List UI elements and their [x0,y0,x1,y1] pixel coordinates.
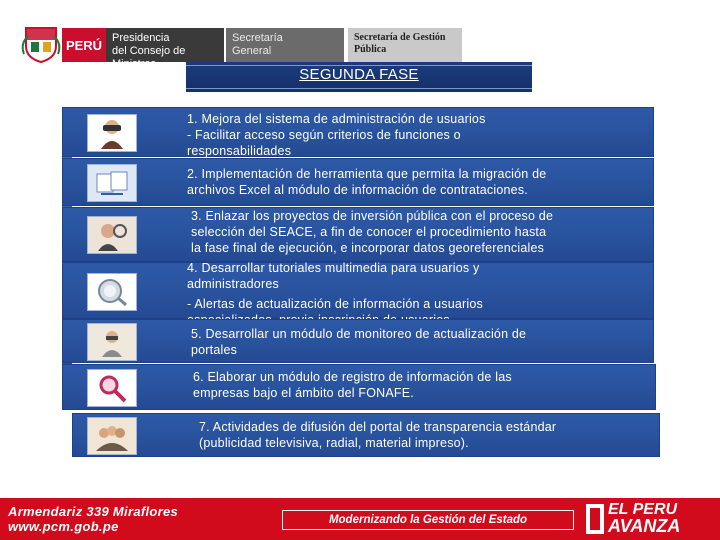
magnifying-glass-icon [87,369,137,407]
item-row-5 [62,319,654,363]
item-1-line3: responsabilidades [187,144,292,158]
item-3-line3: la fase final de ejecución, e incorporar datos georeferenciales [191,241,545,255]
pcm-label-line1: Presidencia [112,32,170,44]
person-with-binoculars-icon [87,114,137,152]
item-5-line2: portales [191,343,238,357]
title-stripe-bottom [186,88,532,89]
sg-label-line2: General [232,45,272,57]
item-row-6 [62,364,656,410]
logo-text [608,502,680,534]
sgp-label-line1: Secretaría de Gestión [354,32,446,43]
item-4-line3: - Alertas de actualización de información a usuarios [187,297,483,311]
item-3-text [191,208,553,256]
footer-address: Armendariz 339 Miraflores [8,504,179,519]
peru-label: PERÚ [62,28,106,62]
item-3-line2: selección del SEACE, a fin de conocer el procedimiento hasta [191,225,547,239]
title-banner [186,62,532,92]
item-7-line2: (publicidad televisiva, radial, material impreso). [199,436,469,450]
item-6-line1: 6. Elaborar un módulo de registro de información de las [193,370,512,384]
item-7-line1: 7. Actividades de difusión del portal de transparencia estándar [199,420,557,434]
item-1-text [187,111,486,159]
item-2-line2: archivos Excel al módulo de información de contrataciones. [187,183,528,197]
item-4-icon [87,273,137,311]
pcm-label-line2: del Consejo de Ministros [112,45,186,70]
item-5-text [191,326,526,358]
item-row-2 [62,158,654,206]
item-7-text [199,419,556,451]
item-3-line1: 3. Enlazar los proyectos de inversión pública con el proceso de [191,209,554,223]
peru-coat-of-arms-icon [22,24,60,64]
item-row-3 [62,207,654,262]
item-1-icon [87,114,137,152]
item-2-line1: 2. Implementación de herramienta que permita la migración de [187,167,547,181]
item-1-line1: 1. Mejora del sistema de administración de usuarios [187,112,486,126]
secretaria-general-label [226,28,344,62]
header-bar [0,0,720,70]
person-telescope-icon [87,323,137,361]
item-4-line1: 4. Desarrollar tutoriales multimedia para usuarios y [187,261,480,275]
item-row-7 [72,413,660,457]
item-6-line2: empresas bajo el ámbito del FONAFE. [193,386,414,400]
sg-label-line1: Secretaría [232,32,283,44]
el-peru-avanza-logo [586,500,714,538]
item-7-icon [87,417,137,455]
globe-magnifier-icon [87,273,137,311]
logo-line1: EL PERU [608,501,678,518]
item-5-line1: 5. Desarrollar un módulo de monitoreo de actualización de [191,327,527,341]
secretaria-gestion-publica-label [348,28,462,62]
page-title: SEGUNDA FASE [299,66,419,83]
item-5-icon [87,323,137,361]
item-row-4 [62,262,654,319]
logo-line2: AVANZA [608,516,681,536]
documents-transfer-icon [87,164,137,202]
item-6-icon [87,369,137,407]
item-6-text [193,369,512,401]
woman-with-magnifier-icon [87,216,137,254]
footer-address-block [8,504,178,534]
item-2-icon [87,164,137,202]
item-row-1 [62,107,654,157]
sgp-label-line2: Pública [354,44,387,55]
item-4-text [187,260,483,328]
group-people-icon [87,417,137,455]
item-2-text [187,166,546,198]
item-4-line2: administradores [187,277,279,291]
peru-flag-icon [586,504,604,534]
item-1-line2: - Facilitar acceso según criterios de funciones o [187,128,461,142]
pcm-label [106,28,224,70]
item-3-icon [87,216,137,254]
footer-slogan: Modernizando la Gestión del Estado [282,510,574,530]
footer-website[interactable]: www.pcm.gob.pe [8,519,119,534]
